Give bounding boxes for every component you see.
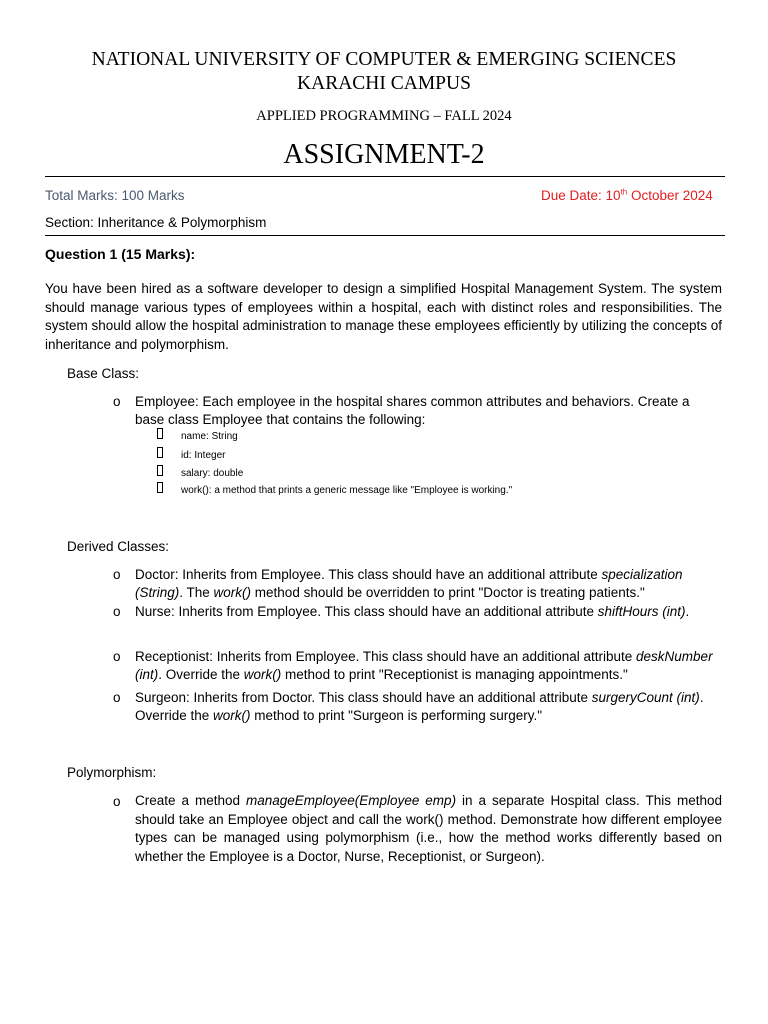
attribute-item: name: String xyxy=(181,431,238,442)
polymorphism-description: Create a method manageEmployee(Employee emp) in a separate Hospital class. This method should take an Employee object and call the work() method. Demonstrate how different employee types can be managed using polymorphism (i.e., how the method works differently based on whether the Employee is a Doctor, Nurse, Receptionist, or Surgeon). xyxy=(135,793,722,865)
attribute-item: work(): a method that prints a generic message like "Employee is working." xyxy=(181,485,513,496)
question-heading: Question 1 (15 Marks): xyxy=(45,246,196,262)
attribute-item: id: Integer xyxy=(181,450,226,461)
total-marks: Total Marks: 100 Marks xyxy=(45,188,185,203)
university-name: NATIONAL UNIVERSITY OF COMPUTER & EMERGING SCIENCES xyxy=(91,49,677,70)
polymorphism-heading: Polymorphism: xyxy=(67,765,157,780)
checkbox-icon xyxy=(157,428,163,439)
due-date: Due Date: 10th October 2024 xyxy=(541,187,713,203)
checkbox-icon xyxy=(157,465,163,476)
base-class-heading: Base Class: xyxy=(67,366,140,381)
attribute-item: salary: double xyxy=(181,468,244,479)
bullet-marker: o xyxy=(113,567,121,582)
doctor-description: Doctor: Inherits from Employee. This class should have an additional attribute specialization (String). The work() method should be overridden to print "Doctor is treating patients." xyxy=(135,567,683,600)
derived-classes-heading: Derived Classes: xyxy=(67,539,170,554)
bullet-marker: o xyxy=(113,794,121,809)
question-intro: You have been hired as a software developer to design a simplified Hospital Management System. The system should manage various types of employees within a hospital, each with distinct roles and responsibilities. The system should allow the hospital administration to manage these employees efficiently by utilizing the concepts of inheritance and polymorphism. xyxy=(45,281,722,353)
bullet-marker: o xyxy=(113,690,121,705)
employee-description: Employee: Each employee in the hospital shares common attributes and behaviors. Create a base class Employee that contains the following: xyxy=(135,394,690,427)
receptionist-description: Receptionist: Inherits from Employee. This class should have an additional attribute deskNumber (int). Override the work() method to print "Receptionist is managing appointments." xyxy=(135,649,713,682)
nurse-description: Nurse: Inherits from Employee. This class should have an additional attribute shiftHours (int). xyxy=(135,604,690,619)
campus-name: KARACHI CAMPUS xyxy=(297,73,471,94)
surgeon-description: Surgeon: Inherits from Doctor. This class should have an additional attribute surgeryCount (int). Override the work() method to print "Surgeon is performing surgery." xyxy=(135,690,704,723)
checkbox-icon xyxy=(157,482,163,493)
section-label: Section: Inheritance & Polymorphism xyxy=(45,215,267,230)
bullet-marker: o xyxy=(113,604,121,619)
bullet-marker: o xyxy=(113,394,121,409)
checkbox-icon xyxy=(157,447,163,458)
assignment-title: ASSIGNMENT-2 xyxy=(283,139,485,170)
header-divider xyxy=(45,176,725,177)
course-name: APPLIED PROGRAMMING – FALL 2024 xyxy=(256,108,512,124)
bullet-marker: o xyxy=(113,649,121,664)
section-divider xyxy=(45,235,725,236)
